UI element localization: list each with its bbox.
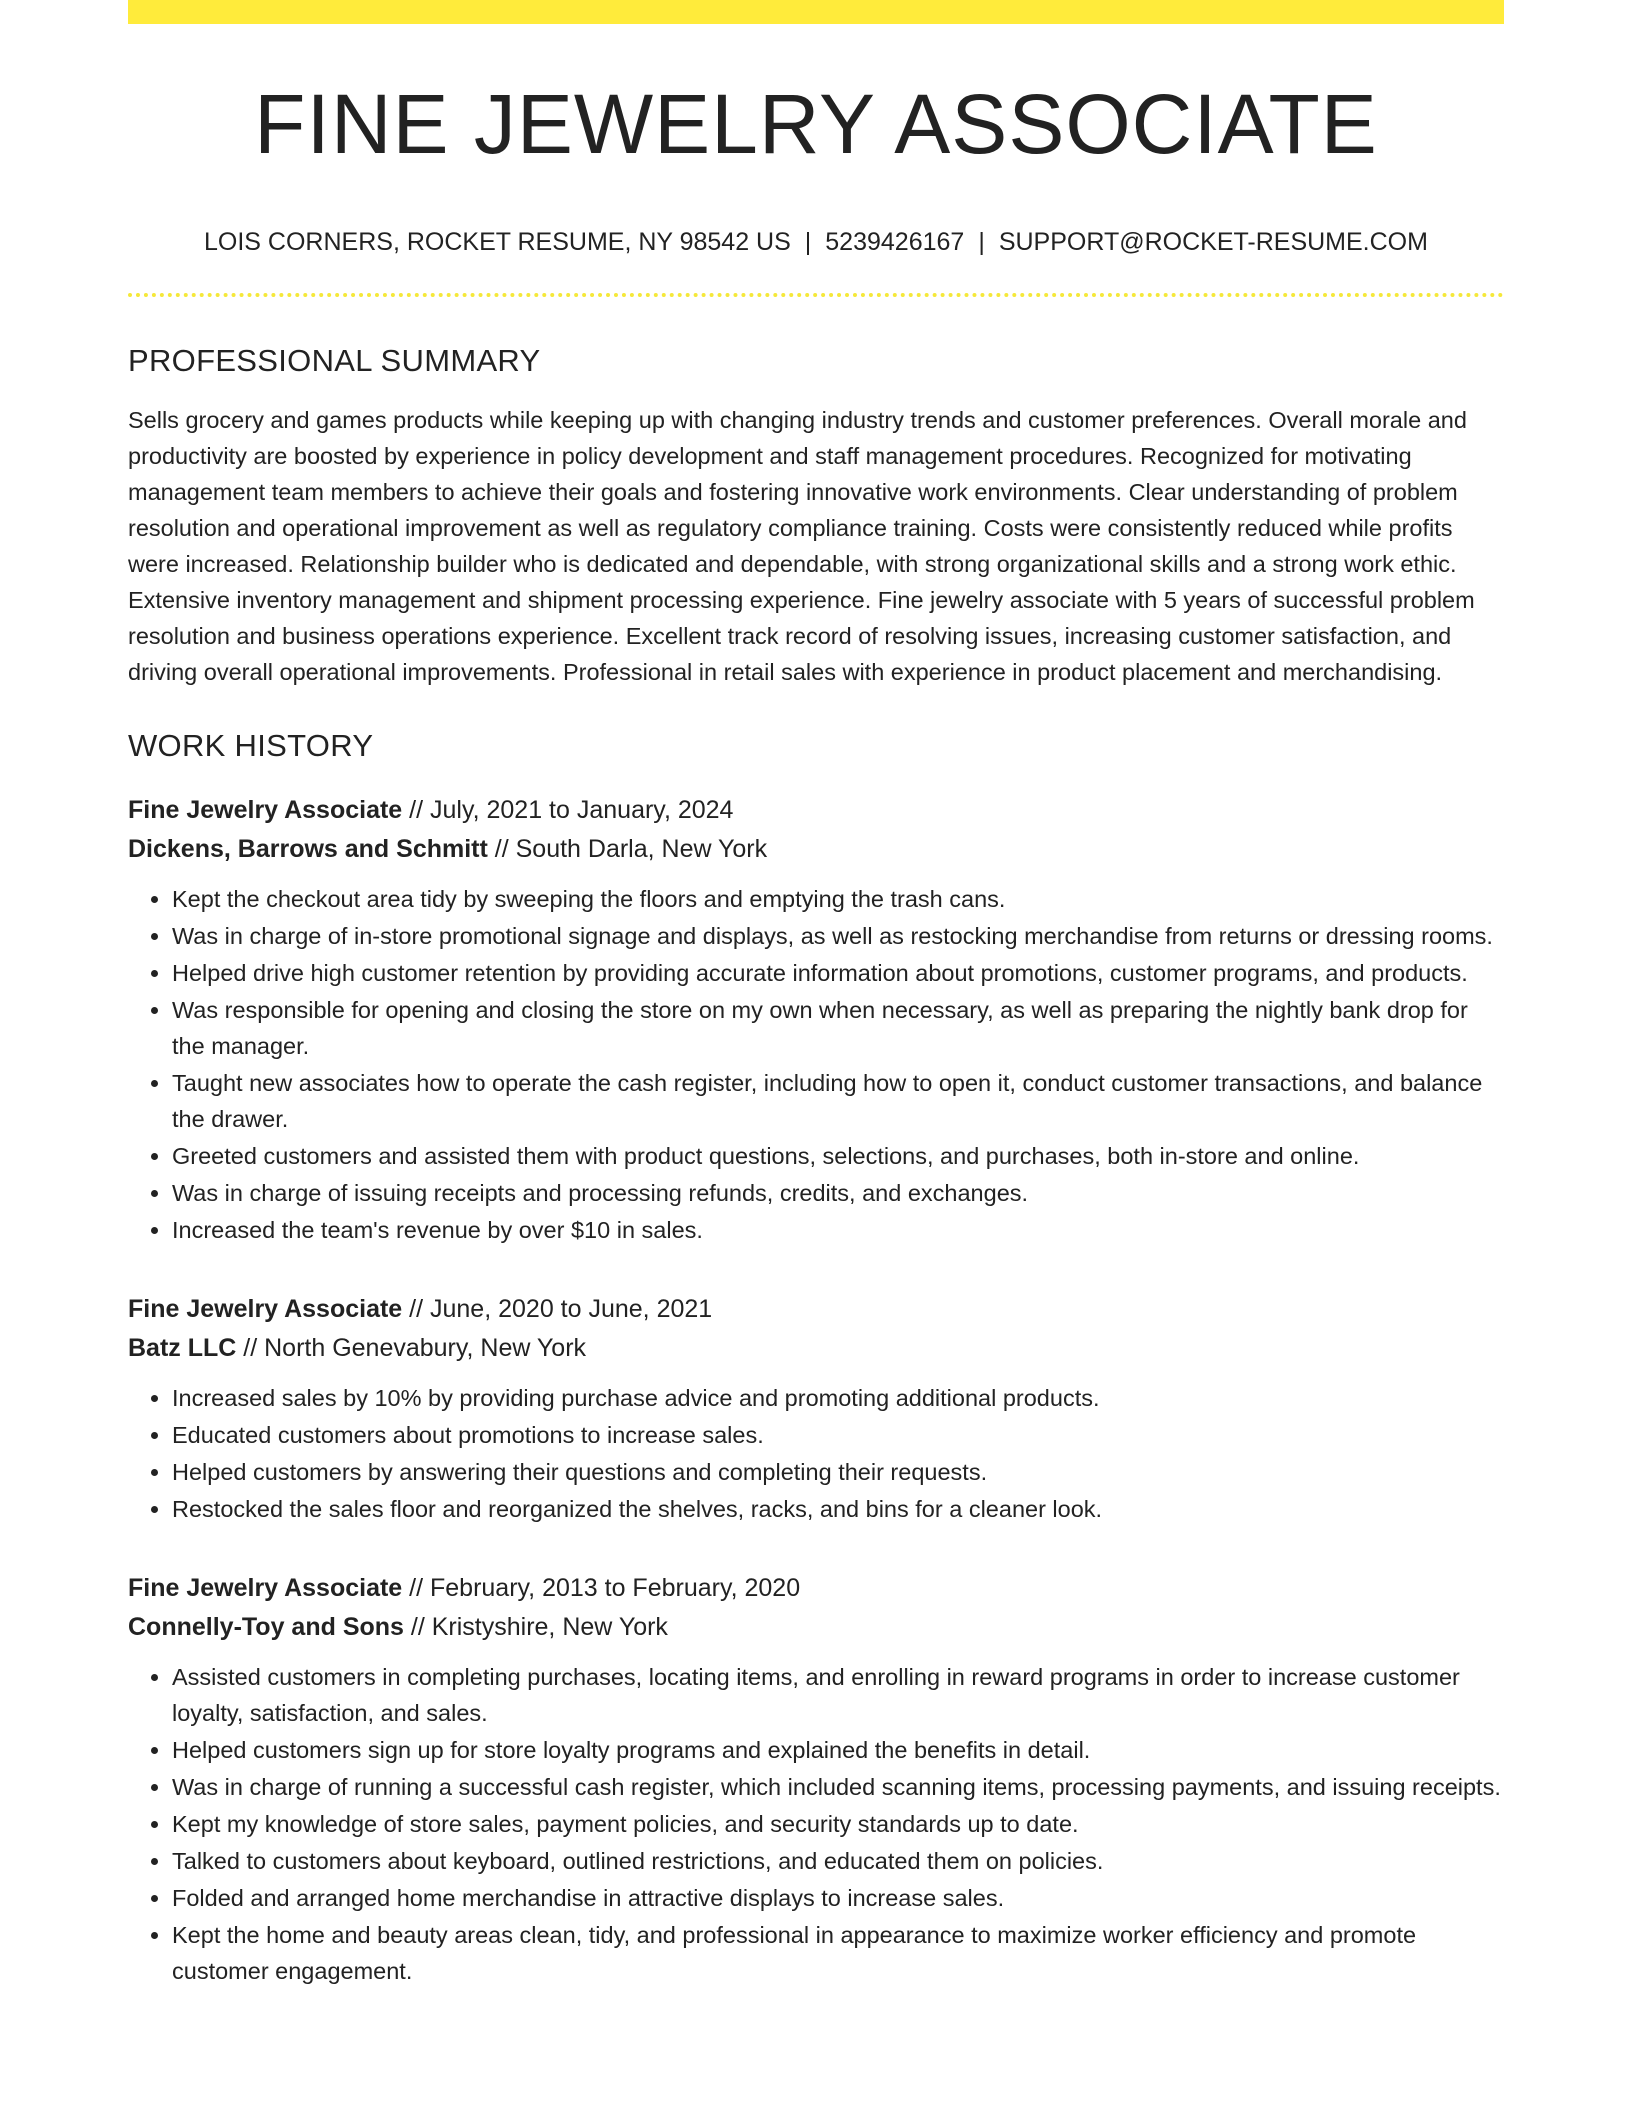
- job-company-line: [128, 1329, 1504, 1368]
- contact-separator: |: [978, 228, 985, 256]
- job-title: Fine Jewelry Associate: [128, 1574, 403, 1602]
- resume-page: [128, 0, 1504, 1990]
- job-company: Batz LLC: [128, 1334, 237, 1362]
- job-duty-item: • Was in charge of issuing receipts and processing refunds, credits, and exchanges.: [172, 1175, 1504, 1211]
- job-duties-list: [128, 1380, 1504, 1527]
- job-duty-item: • Kept the home and beauty areas clean, tidy, and professional in appearance to maximize worker efficiency and promote customer engagement.: [172, 1917, 1504, 1989]
- job-title: Fine Jewelry Associate: [128, 796, 403, 824]
- job-company: Connelly-Toy and Sons: [128, 1613, 404, 1641]
- job-title-line: [128, 791, 1504, 830]
- job-duties-list: [128, 881, 1504, 1248]
- job-entry: [128, 1290, 1504, 1527]
- job-duty-item: • Restocked the sales floor and reorganized the shelves, racks, and bins for a cleaner look.: [172, 1491, 1504, 1527]
- job-company: Dickens, Barrows and Schmitt: [128, 835, 488, 863]
- resume-title: FINE JEWELRY ASSOCIATE: [254, 77, 1378, 171]
- summary-heading: PROFESSIONAL SUMMARY: [128, 343, 541, 378]
- job-location: // South Darla, New York: [487, 835, 768, 863]
- job-entry: [128, 791, 1504, 1248]
- job-duty-item: • Folded and arranged home merchandise in attractive displays to increase sales.: [172, 1880, 1504, 1916]
- contact-separator: |: [804, 228, 812, 256]
- job-duty-item: • Helped customers by answering their questions and completing their requests.: [172, 1454, 1504, 1490]
- job-duty-item: • Talked to customers about keyboard, outlined restrictions, and educated them on policies.: [172, 1843, 1504, 1879]
- job-duty-item: • Was in charge of in-store promotional signage and displays, as well as restocking merchandise from returns or dressing rooms.: [172, 918, 1504, 954]
- work-history-heading: WORK HISTORY: [128, 728, 374, 763]
- job-duty-item: • Increased sales by 10% by providing purchase advice and promoting additional products.: [172, 1380, 1504, 1416]
- job-duty-item: • Helped drive high customer retention by providing accurate information about promotions, customer programs, and products.: [172, 955, 1504, 991]
- job-dates: // February, 2013 to February, 2020: [402, 1574, 801, 1602]
- contact-line: [128, 230, 1504, 255]
- contact-address: LOIS CORNERS, ROCKET RESUME, NY 98542 US: [204, 228, 791, 256]
- job-title-line: [128, 1569, 1504, 1608]
- job-entry: [128, 1569, 1504, 1989]
- job-company-line: [128, 830, 1504, 869]
- job-title: Fine Jewelry Associate: [128, 1295, 403, 1323]
- job-duty-item: • Was in charge of running a successful cash register, which included scanning items, processing payments, and issuing receipts.: [172, 1769, 1504, 1805]
- summary-text: Sells grocery and games products while keeping up with changing industry trends and customer preferences. Overall morale and productivity are boosted by experience in policy development and staff management procedures. Recognized for motivating management team members to achieve their goals and fostering innovative work environments. Clear understanding of problem resolution and operational improvement as well as regulatory compliance training. Costs were consistently reduced while profits were increased. Relationship builder who is dedicated and dependable, with strong organizational skills and a strong work ethic. Extensive inventory management and shipment processing experience. Fine jewelry associate with 5 years of successful problem resolution and business operations experience. Excellent track record of resolving issues, increasing customer satisfaction, and driving overall operational improvements. Professional in retail sales with experience in product placement and merchandising.: [128, 407, 1475, 685]
- job-title-line: [128, 1290, 1504, 1329]
- job-location: // North Genevabury, New York: [236, 1334, 587, 1362]
- dotted-divider: [128, 293, 1504, 297]
- contact-phone: 5239426167: [825, 228, 965, 256]
- job-location: // Kristyshire, New York: [403, 1613, 668, 1641]
- job-duties-list: [128, 1659, 1504, 1989]
- job-duty-item: • Taught new associates how to operate the cash register, including how to open it, conduct customer transactions, and balance the drawer.: [172, 1065, 1504, 1137]
- job-dates: // June, 2020 to June, 2021: [402, 1295, 713, 1323]
- job-duty-item: • Was responsible for opening and closing the store on my own when necessary, as well as preparing the nightly bank drop for the manager.: [172, 992, 1504, 1064]
- job-duty-item: • Kept the checkout area tidy by sweeping the floors and emptying the trash cans.: [172, 881, 1504, 917]
- work-history-list: [128, 791, 1504, 1989]
- contact-email: SUPPORT@ROCKET-RESUME.COM: [998, 228, 1428, 256]
- job-duty-item: • Increased the team's revenue by over $10 in sales.: [172, 1212, 1504, 1248]
- job-duty-item: • Assisted customers in completing purchases, locating items, and enrolling in reward programs in order to increase customer loyalty, satisfaction, and sales.: [172, 1659, 1504, 1731]
- job-duty-item: • Greeted customers and assisted them with product questions, selections, and purchases, both in-store and online.: [172, 1138, 1504, 1174]
- job-dates: // July, 2021 to January, 2024: [402, 796, 734, 824]
- job-duty-item: • Educated customers about promotions to increase sales.: [172, 1417, 1504, 1453]
- job-duty-item: • Helped customers sign up for store loyalty programs and explained the benefits in detail.: [172, 1732, 1504, 1768]
- job-duty-item: • Kept my knowledge of store sales, payment policies, and security standards up to date.: [172, 1806, 1504, 1842]
- job-company-line: [128, 1608, 1504, 1647]
- accent-bar: [128, 0, 1504, 24]
